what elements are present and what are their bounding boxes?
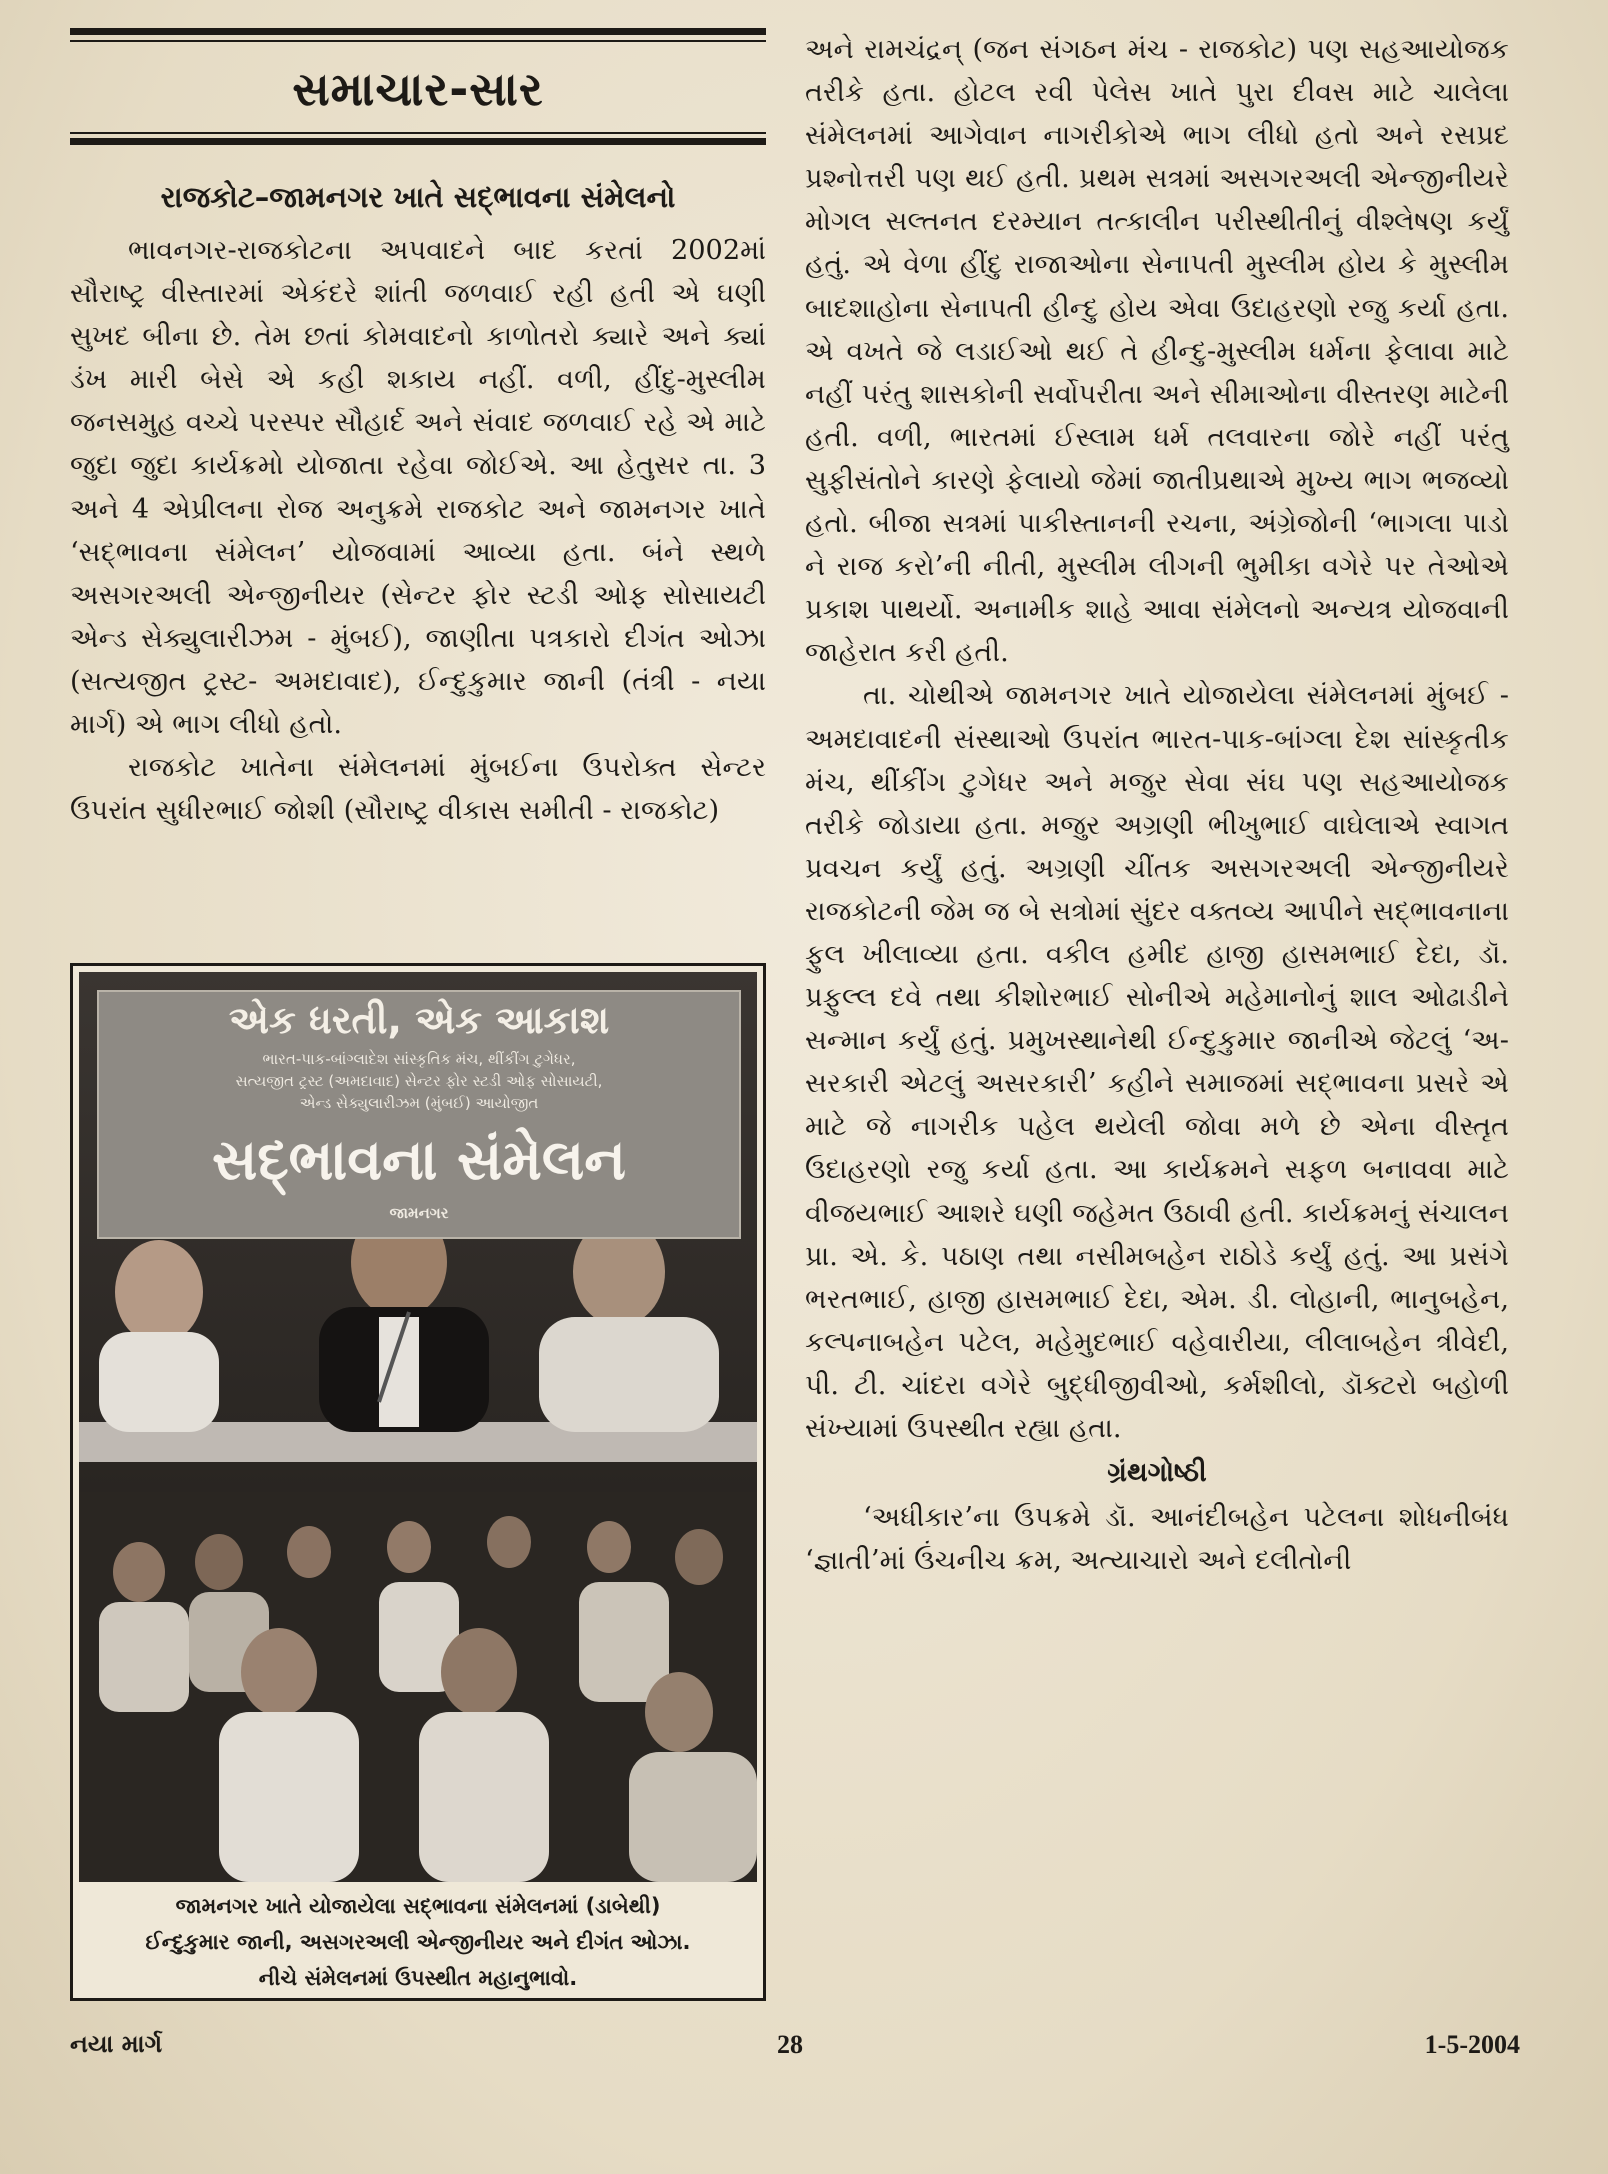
subheading-granthgoshthi: ગ્રંથગોષ્ઠી	[1107, 1457, 1207, 1489]
caption-line-3: નીચે સંમેલનમાં ઉપસ્થીત મહાનુભાવો.	[258, 1966, 578, 1990]
section-title: સમાચાર-સાર	[292, 62, 544, 116]
footer-date: 1-5-2004	[1424, 2030, 1520, 2059]
event-photo	[79, 972, 757, 1882]
article-paragraph-4: તા. ચોથીએ જામનગર ખાતે યોજાયેલા સંમેલનમાં મુંબઈ - અમદાવાદની સંસ્થાઓ ઉપરાંત ભારત-પાક-બાંગ્લા દેશ સાંસ્કૃતીક મંચ, થીંકીંગ ટુગેધર અને મજુર સેવા સંઘ પણ સહઆયોજક તરીકે જોડાયા હતા. મજુર અગ્રણી ભીખુભાઈ વાઘેલાએ સ્વાગત પ્રવચન કર્યું હતું. અગ્રણી ચીંતક અસગરઅલી એન્જીનીયરે રાજકોટની જેમ જ બે સત્રોમાં સુંદર વક્તવ્ય આપીને સદ્ભાવનાના ફુલ ખીલાવ્યા હતા. વકીલ હમીદ હાજી હાસમભાઈ દેદા, ડૉ. પ્રફુલ્લ દવે તથા કીશોરભાઈ સોનીએ મહેમાનોનું શાલ ઓઢાડીને સન્માન કર્યું હતું. પ્રમુખસ્થાનેથી ઈન્દુકુમાર જાનીએ જેટલું ‘અ-સરકારી એટલું અસરકારી’ કહીને સમાજમાં સદ્ભાવના પ્રસરે એ માટે જે નાગરીક પહેલ થયેલી જોવા મળે છે એના વીસ્તૃત ઉદાહરણો રજુ કર્યા હતા. આ કાર્યક્રમને સફળ બનાવવા માટે વીજયભાઈ આશરે ઘણી જહેમત ઉઠાવી હતી. કાર્યક્રમનું સંચાલન પ્રા. એ. કે. પઠાણ તથા નસીમબહેન રાઠોડે કર્યું હતું. આ પ્રસંગે ભરતભાઈ, હાજી હાસમભાઈ દેદા, એમ. ડી. લોહાની, ભાનુબહેન, કલ્પનાબહેન પટેલ, મહેમુદભાઈ વહેવારીયા, લીલાબહેન ત્રીવેદી, પી. ટી. ચાંદરા વગેરે બુદ્ધીજીવીઓ, કર્મશીલો, ડૉક્ટરો બહોળી સંખ્યામાં ઉપસ્થીત રહ્યા હતા.	[805, 680, 1509, 1444]
caption-line-2: ઈન્દુકુમાર જાની, અસગરઅલી એન્જીનીયર અને દીગંત ઓઝા.	[145, 1930, 691, 1954]
banner-title: એક ધરતી, એક આકાશ	[228, 998, 610, 1042]
masthead-bottom-rule	[70, 138, 766, 145]
left-column	[70, 175, 766, 832]
banner-event-name: સદ્ભાવના સંમેલન	[212, 1128, 626, 1193]
right-column	[805, 28, 1509, 1582]
caption-line-1: જામનગર ખાતે યોજાયેલા સદ્ભાવના સંમેલનમાં (ડાબેથી)	[175, 1894, 661, 1918]
banner-organizers-1: ભારત-પાક-બાંગ્લાદેશ સાંસ્કૃતિક મંચ, થીંકીંગ ટુગેધર,	[262, 1050, 576, 1068]
banner-place: જામનગર	[389, 1204, 449, 1222]
article-paragraph-5: ‘અધીકાર’ના ઉપક્રમે ડૉ. આનંદીબહેન પટેલના શોધનીબંધ ‘જ્ઞાતી’માં ઉંચનીચ ક્રમ, અત્યાચારો અને દલીતોની	[805, 1502, 1509, 1577]
masthead-top-rule-thin	[70, 40, 766, 42]
article-paragraph-3: અને રામચંદ્રન્ (જન સંગઠન મંચ - રાજકોટ) પણ સહઆયોજક તરીકે હતા. હોટલ રવી પેલેસ ખાતે પુરા દીવસ માટે ચાલેલા સંમેલનમાં આગેવાન નાગરીકોએ ભાગ લીધો હતો અને રસપ્રદ પ્રશ્નોત્તરી પણ થઈ હતી. પ્રથમ સત્રમાં અસગરઅલી એન્જીનીયરે મોગલ સલ્તનત દરમ્યાન તત્કાલીન પરીસ્થીતીનું વીશ્લેષણ કર્યું હતું. એ વેળા હીંદુ રાજાઓના સેનાપતી મુસ્લીમ હોય કે મુસ્લીમ બાદશાહોના સેનાપતી હીન્દુ હોય એવા ઉદાહરણો રજુ કર્યા હતા. એ વખતે જે લડાઈઓ થઈ તે હીન્દુ-મુસ્લીમ ધર્મના ફેલાવા માટે નહીં પરંતુ શાસકોની સર્વોપરીતા અને સીમાઓના વીસ્તરણ માટેની હતી. વળી, ભારતમાં ઈસ્લામ ધર્મ તલવારના જોરે નહીં પરંતુ સુફીસંતોને કારણે ફેલાયો જેમાં જાતીપ્રથાએ મુખ્ય ભાગ ભજવ્યો હતો. બીજા સત્રમાં પાકીસ્તાનની રચના, અંગ્રેજોની ‘ભાગલા પાડો ને રાજ કરો’ની નીતી, મુસ્લીમ લીગની ભુમીકા વગેરે પર તેઓએ પ્રકાશ પાથર્યો. અનામીક શાહે આવા સંમેલનો અન્યત્ર યોજવાની જાહેરાત કરી હતી.	[805, 34, 1509, 669]
article-paragraph-1: ભાવનગર-રાજકોટના અપવાદને બાદ કરતાં 2002માં સૌરાષ્ટ્ર વીસ્તારમાં એકંદરે શાંતી જળવાઈ રહી હતી એ ઘણી સુખદ બીના છે. તેમ છતાં કોમવાદનો કાળોતરો ક્યારે અને ક્યાં ડંખ મારી બેસે એ કહી શકાય નહીં. વળી, હીંદુ-મુસ્લીમ જનસમુહ વચ્ચે પરસ્પર સૌહાર્દ અને સંવાદ જળવાઈ રહે એ માટે જુદા જુદા કાર્યક્રમો યોજાતા રહેવા જોઈએ. આ હેતુસર તા. 3 અને 4 એપ્રીલના રોજ અનુક્રમે રાજકોટ અને જામનગર ખાતે ‘સદ્ભાવના સંમેલન’ યોજવામાં આવ્યા હતા. બંને સ્થળે અસગરઅલી એન્જીનીયર (સેન્ટર ફોર સ્ટડી ઓફ સોસાયટી એન્ડ સેક્યુલારીઝમ - મુંબઈ), જાણીતા પત્રકારો દીગંત ઓઝા (સત્યજીત ટ્રસ્ટ- અમદાવાદ), ઈન્દુકુમાર જાની (તંત્રી - નયા માર્ગ) એ ભાગ લીધો હતો.	[70, 235, 766, 741]
masthead-top-rule	[70, 28, 766, 35]
banner-organizers-2: સત્યજીત ટ્રસ્ટ (અમદાવાદ) સેન્ટર ફોર સ્ટડી ઓફ સોસાયટી,	[235, 1072, 603, 1090]
photo-caption	[73, 1888, 763, 1996]
article-headline: રાજકોટ–જામનગર ખાતે સદ્ભાવના સંમેલનો	[160, 180, 676, 214]
masthead-bottom-rule-thin	[70, 132, 766, 134]
article-paragraph-2: રાજકોટ ખાતેના સંમેલનમાં મુંબઈના ઉપરોક્ત સેન્ટર ઉપરાંત સુધીરભાઈ જોશી (સૌરાષ્ટ્ર વીકાસ સમીતી - રાજકોટ)	[70, 752, 766, 827]
footer-publication: નયા માર્ગ	[70, 2030, 163, 2058]
event-banner	[97, 990, 741, 1239]
banner-organizers-3: એન્ડ સેક્યુલારીઝમ (મુંબઈ) આયોજીત	[299, 1094, 539, 1112]
footer-page-number: 28	[777, 2030, 803, 2059]
photo-block	[70, 963, 766, 2001]
